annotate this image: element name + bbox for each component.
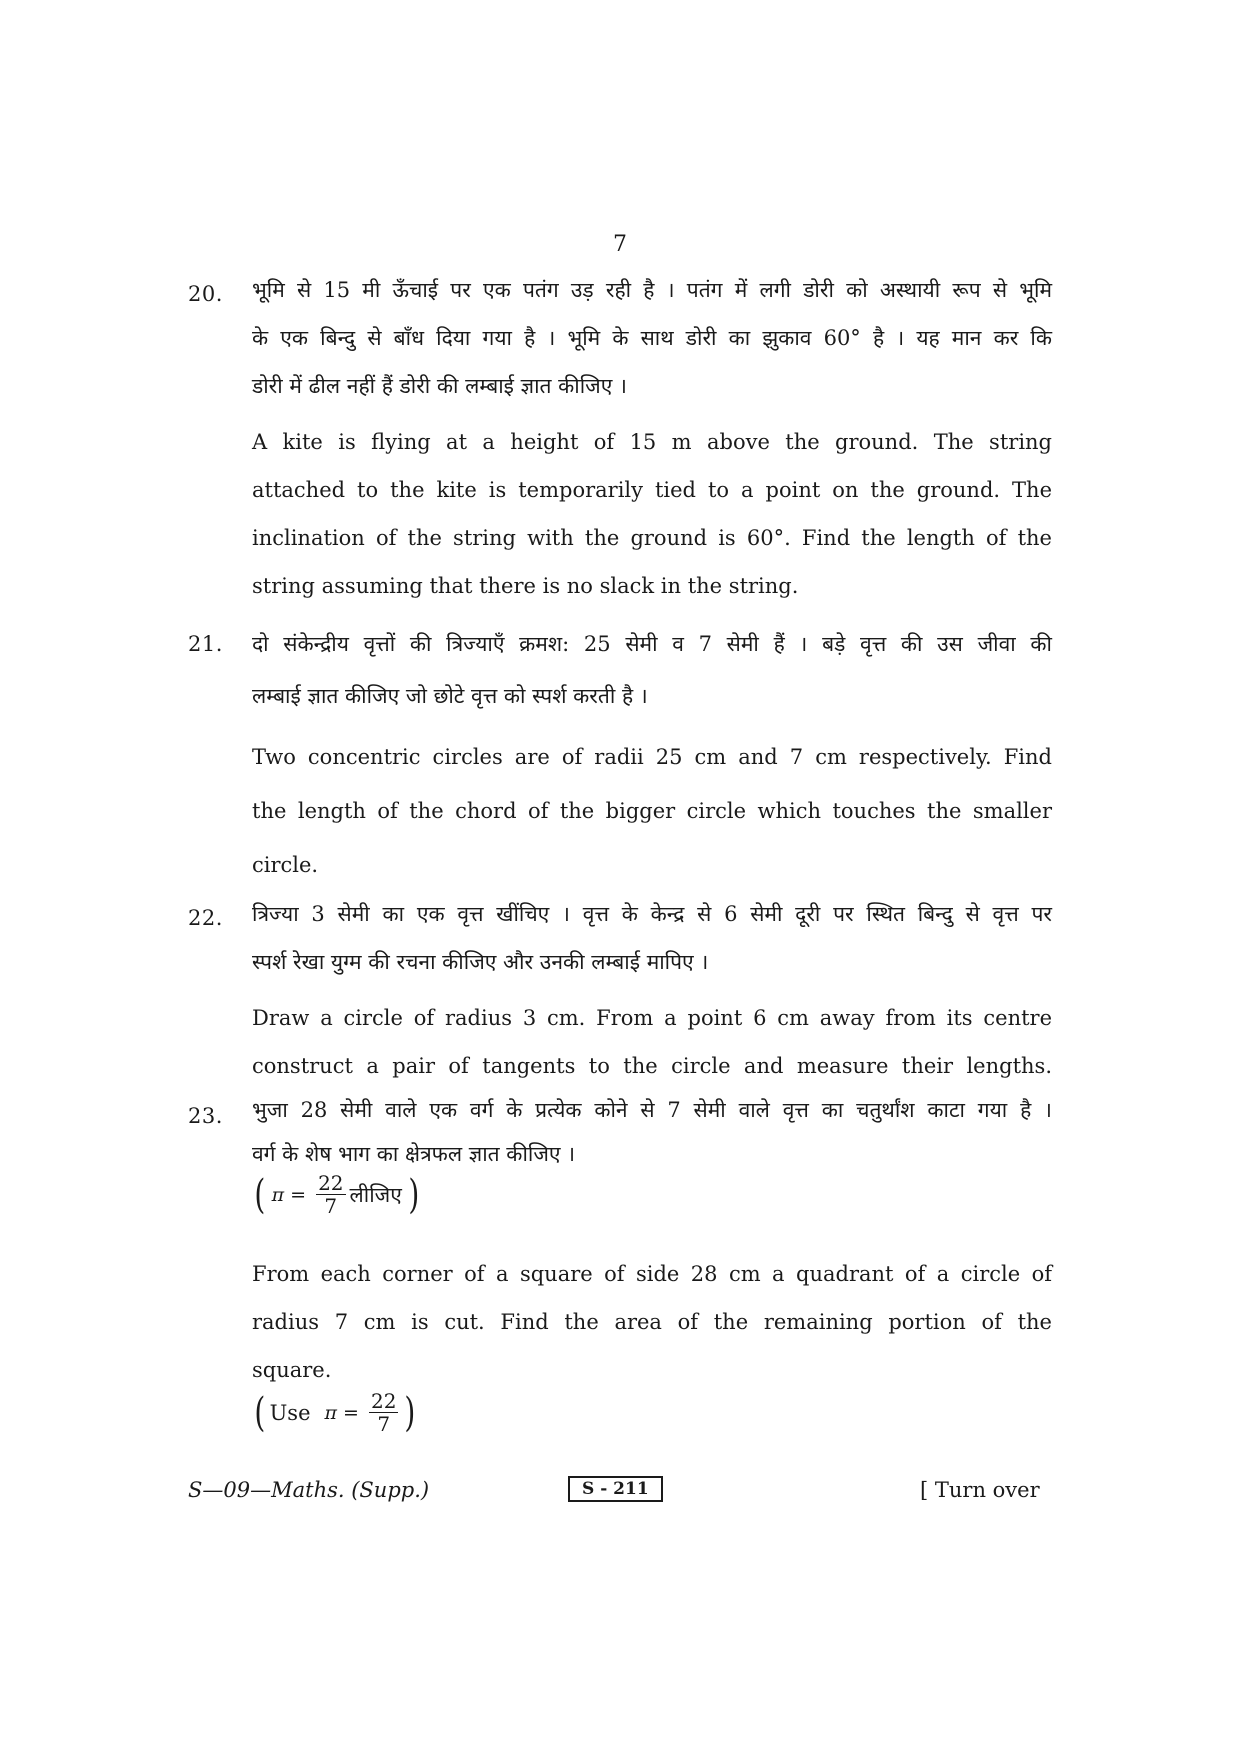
question-21-english: [252, 730, 1052, 892]
question-number-22: 22.: [188, 906, 223, 930]
fraction-numerator: 22: [370, 1389, 397, 1413]
english-line: attached to the kite is temporarily tied to a point on the ground. The: [252, 478, 1052, 502]
question-20-hindi: [252, 266, 1052, 410]
footer-set-code: S - 211: [568, 1476, 663, 1502]
hindi-line: भूमि से 15 मी ऊँचाई पर एक पतंग उड़ रही है । पतंग में लगी डोरी को अस्थायी रूप से भूमि: [252, 278, 1052, 302]
question-23-english-pi-note: [252, 1390, 418, 1435]
question-21-hindi: [252, 616, 1052, 720]
hindi-line: डोरी में ढील नहीं हैं डोरी की लम्बाई ज्ञात कीजिए ।: [252, 374, 628, 398]
pi-note-prefix: Use: [269, 1400, 311, 1425]
question-23-hindi-pi-note: [252, 1172, 421, 1217]
open-parenthesis: (: [254, 1389, 266, 1436]
question-20-english: [252, 418, 1052, 610]
hindi-line: स्पर्श रेखा युग्म की रचना कीजिए और उनकी लम्बाई मापिए ।: [252, 950, 709, 974]
question-number-20: 20.: [188, 282, 223, 306]
open-parenthesis: (: [254, 1171, 266, 1218]
question-number-23: 23.: [188, 1104, 223, 1128]
pi-symbol: π =: [271, 1183, 307, 1206]
english-line: square.: [252, 1358, 332, 1382]
close-parenthesis: ): [408, 1171, 420, 1218]
english-line: string assuming that there is no slack in the string.: [252, 574, 799, 598]
hindi-line: के एक बिन्दु से बाँध दिया गया है । भूमि के साथ डोरी का झुकाव 60° है । यह मान कर कि: [252, 326, 1052, 350]
hindi-line: लम्बाई ज्ञात कीजिए जो छोटे वृत्त को स्पर्श करती है ।: [252, 684, 648, 708]
english-line: A kite is flying at a height of 15 m above the ground. The string: [252, 430, 1052, 454]
question-number-21: 21.: [188, 632, 223, 656]
pi-note-suffix: लीजिए: [349, 1182, 402, 1207]
fraction-denominator: 7: [377, 1412, 391, 1436]
footer-turn-over: [ Turn over: [920, 1478, 1040, 1502]
english-line: From each corner of a square of side 28 cm a quadrant of a circle of: [252, 1262, 1052, 1286]
question-22-hindi: [252, 890, 1052, 986]
pi-symbol: π =: [324, 1401, 359, 1424]
fraction-numerator: 22: [318, 1171, 344, 1195]
hindi-line: दो संकेन्द्रीय वृत्तों की त्रिज्याएँ क्रमश: 25 सेमी व 7 सेमी हैं । बड़े वृत्त की उस जीवा की: [252, 632, 1052, 656]
english-line: radius 7 cm is cut. Find the area of the remaining portion of the: [252, 1310, 1052, 1334]
question-23-english: [252, 1250, 1052, 1394]
question-22-english: [252, 994, 1052, 1090]
english-line: construct a pair of tangents to the circle and measure their lengths.: [252, 1054, 1052, 1078]
hindi-line: भुजा 28 सेमी वाले एक वर्ग के प्रत्येक कोने से 7 सेमी वाले वृत्त का चतुर्थांश काटा गया है ।: [252, 1098, 1052, 1122]
pi-fraction: [369, 1390, 398, 1435]
close-parenthesis: ): [404, 1389, 416, 1436]
pi-fraction: [316, 1172, 345, 1217]
english-line: Draw a circle of radius 3 cm. From a point 6 cm away from its centre: [252, 1006, 1052, 1030]
english-line: Two concentric circles are of radii 25 cm and 7 cm respectively. Find: [252, 745, 1052, 769]
fraction-denominator: 7: [324, 1194, 338, 1218]
hindi-line: वर्ग के शेष भाग का क्षेत्रफल ज्ञात कीजिए ।: [252, 1142, 576, 1166]
english-line: inclination of the string with the ground is 60°. Find the length of the: [252, 526, 1052, 550]
page-number: 7: [613, 232, 627, 257]
english-line: the length of the chord of the bigger circle which touches the smaller: [252, 799, 1052, 823]
english-line: circle.: [252, 853, 319, 877]
question-23-hindi: [252, 1088, 1052, 1176]
footer-paper-code: S—09—Maths. (Supp.): [188, 1478, 430, 1502]
hindi-line: त्रिज्या 3 सेमी का एक वृत्त खींचिए । वृत्त के केन्द्र से 6 सेमी दूरी पर स्थित बिन्दु से वृत्त पर: [252, 902, 1052, 926]
